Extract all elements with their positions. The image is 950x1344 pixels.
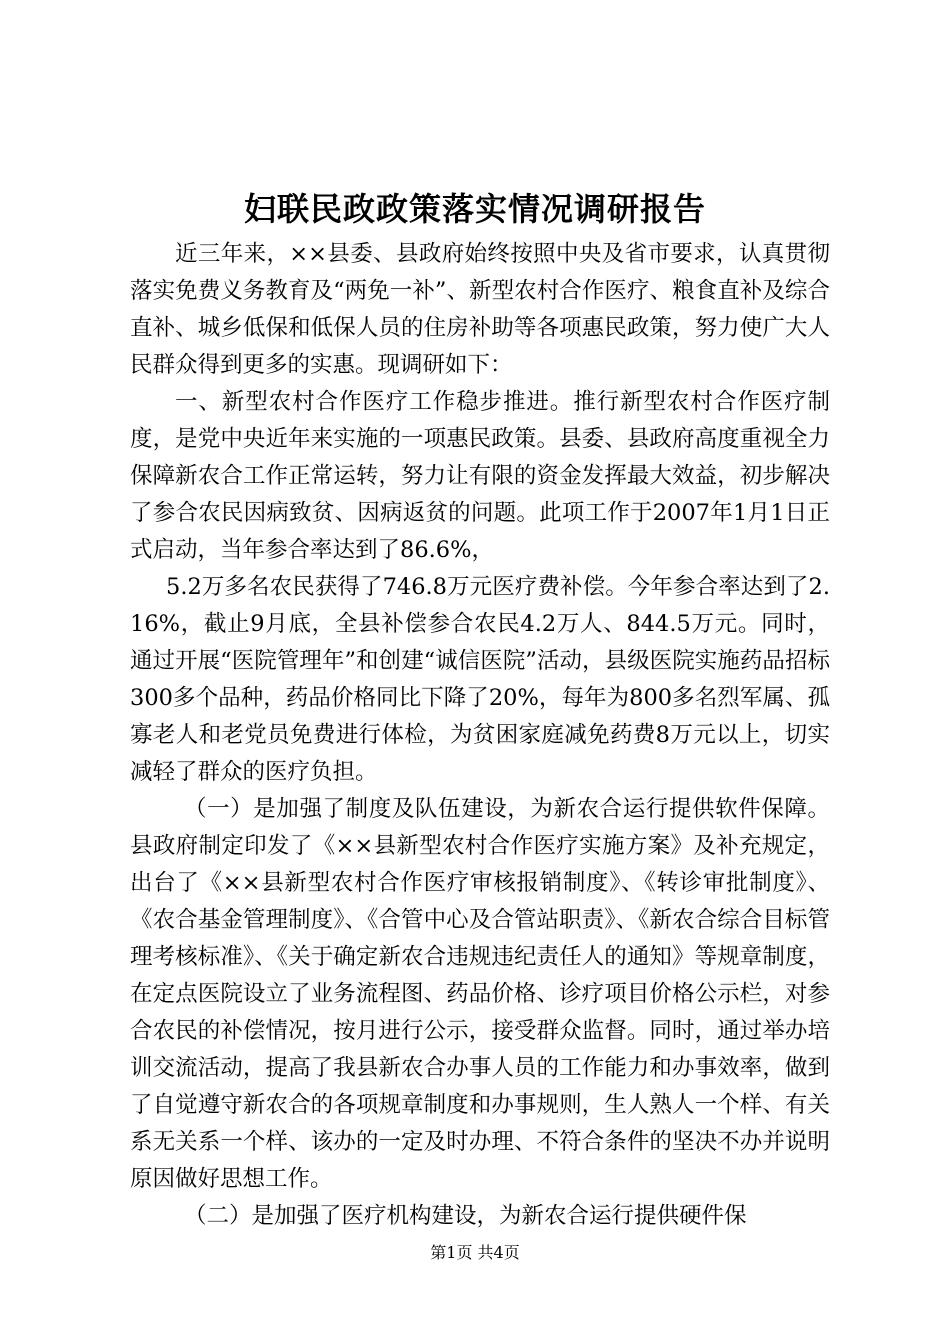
paragraph-section-1: 一、新型农村合作医疗工作稳步推进。推行新型农村合作医疗制度，是党中央近年来实施的一项惠民政策。县委、县政府高度重视全力保障新农合工作正常运转，努力让有限的资金发挥最大效益，初步解决了参合农民因病致贫、因病返贫的问题。此项工作于2007年1月1日正式启动，当年参合率达到了86.6%，	[130, 389, 830, 563]
document-body	[130, 236, 830, 1235]
paragraph-subsection-2: （二）是加强了医疗机构建设，为新农合运行提供硬件保	[184, 1203, 747, 1229]
document-title: 妇联民政政策落实情况调研报告	[243, 190, 706, 228]
paragraph-section-1-continued: 5.2万多名农民获得了746.8万元医疗费补偿。今年参合率达到了2.16%，截止9月底，全县补偿参合农民4.2万人、844.5万元。同时，通过开展“医院管理年”和创建“诚信医院”活动，县级医院实施药品招标300多个品种，药品价格同比下降了20%，每年为800多名烈军属、孤寡老人和老党员免费进行体检，为贫困家庭减免药费8万元以上，切实减轻了群众的医疗负担。	[130, 574, 830, 785]
paragraph-intro: 近三年来，××县委、县政府始终按照中央及省市要求，认真贯彻落实免费义务教育及“两免一补”、新型农村合作医疗、粮食直补及综合直补、城乡低保和低保人员的住房补助等各项惠民政策，努力使广大人民群众得到更多的实惠。现调研如下：	[130, 241, 830, 378]
paragraph-subsection-1: （一）是加强了制度及队伍建设，为新农合运行提供软件保障。县政府制定印发了《××县新型农村合作医疗实施方案》及补充规定，出台了《××县新型农村合作医疗审核报销制度》、《转诊审批制度》、《农合基金管理制度》、《合管中心及合管站职责》、《新农合综合目标管理考核标准》、《关于确定新农合违规违纪责任人的通知》等规章制度，在定点医院设立了业务流程图、药品价格、诊疗项目价格公示栏，对参合农民的补偿情况，按月进行公示，接受群众监督。同时，通过举办培训交流活动，提高了我县新农合办事人员的工作能力和办事效率，做到了自觉遵守新农合的各项规章制度和办事规则，生人熟人一个样、有关系无关系一个样、该办的一定及时办理、不符合条件的坚决不办并说明原因做好思想工作。	[130, 796, 830, 1192]
page-number-footer: 第1页 共4页	[430, 1243, 520, 1262]
